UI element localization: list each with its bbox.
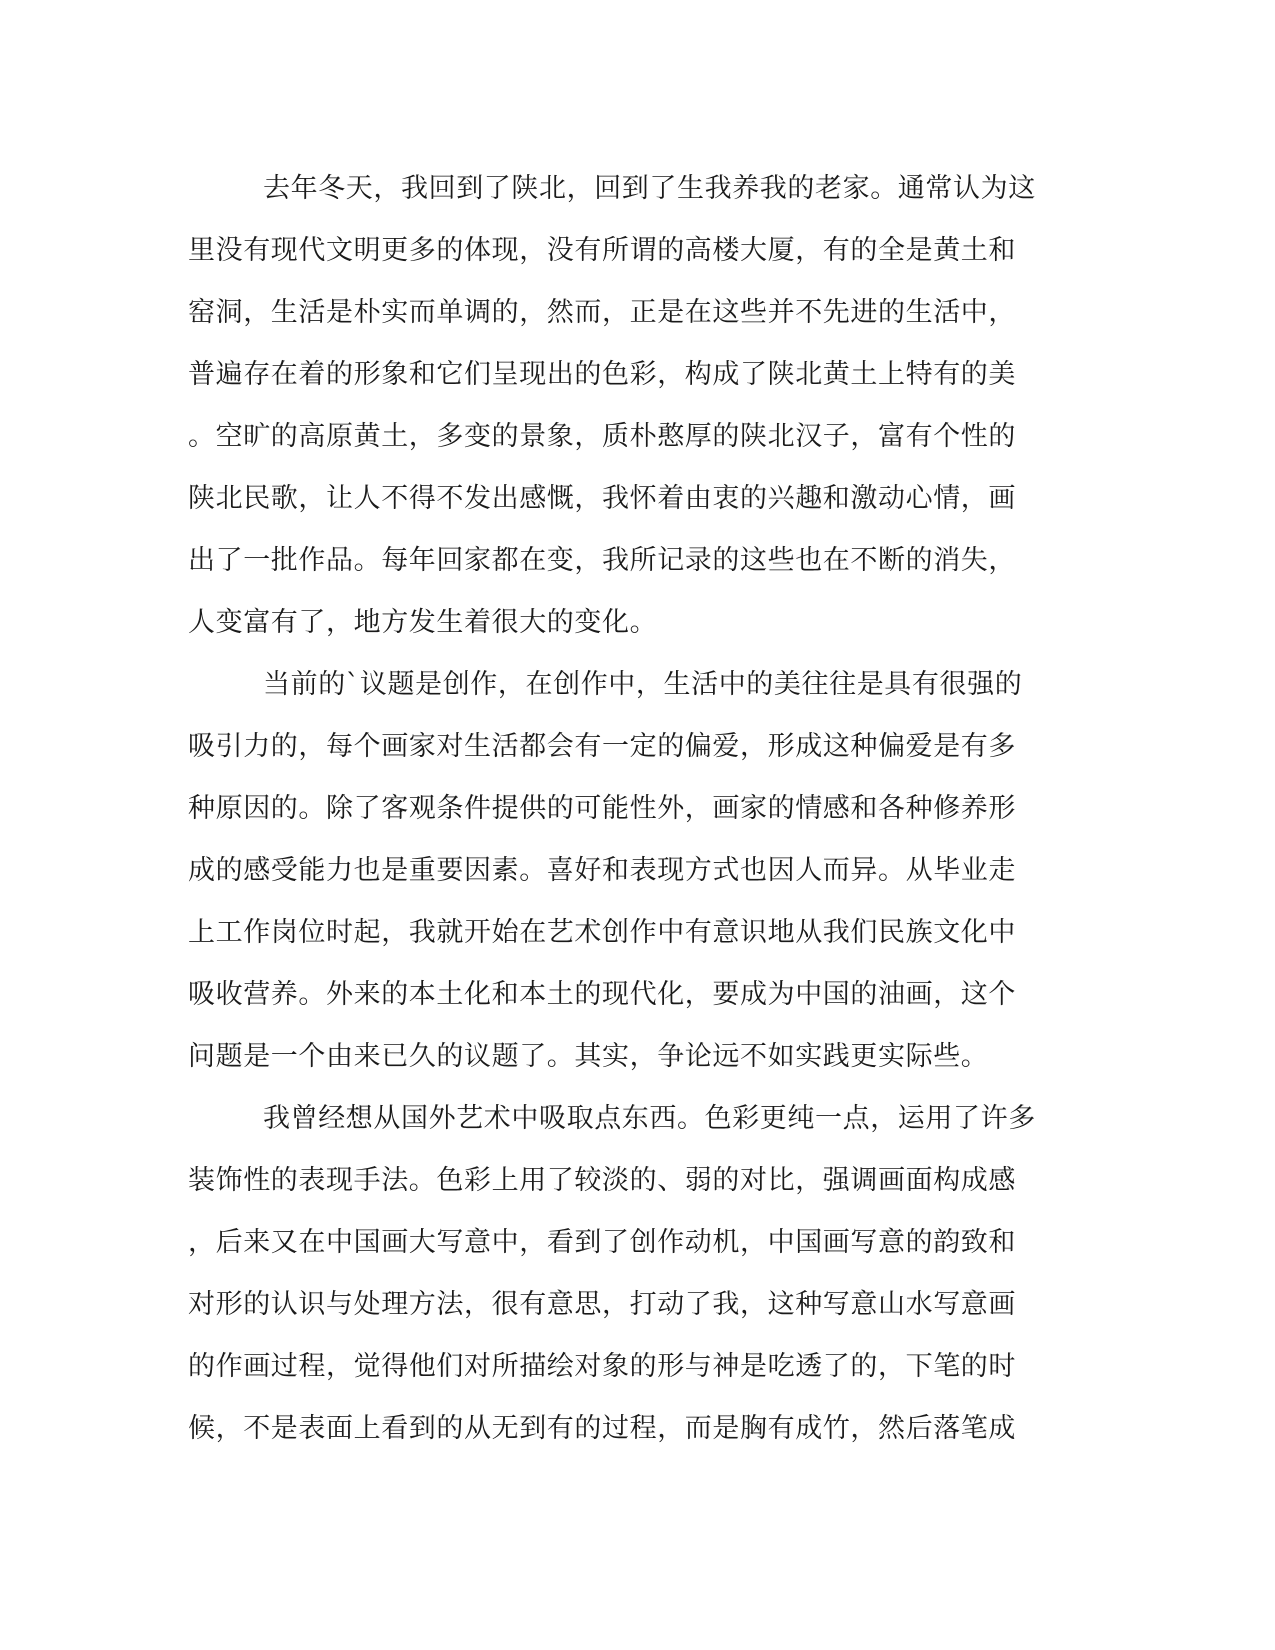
text-line: 出了一批作品。每年回家都在变，我所记录的这些也在不断的消失， xyxy=(188,545,1016,576)
text-line: ，后来又在中国画大写意中，看到了创作动机，中国画写意的韵致和 xyxy=(188,1227,1016,1258)
text-line: 当前的`议题是创作，在创作中，生活中的美往往是具有很强的 xyxy=(263,669,1023,700)
text-line: 的作画过程，觉得他们对所描绘对象的形与神是吃透了的，下笔的时 xyxy=(188,1351,1016,1382)
text-line: 对形的认识与处理方法，很有意思，打动了我，这种写意山水写意画 xyxy=(188,1289,1016,1320)
paragraph-1 xyxy=(188,158,1068,654)
text-line: 我曾经想从国外艺术中吸取点东西。色彩更纯一点，运用了许多 xyxy=(263,1103,1036,1134)
text-line: 去年冬天，我回到了陕北，回到了生我养我的老家。通常认为这 xyxy=(263,173,1036,204)
text-line: 问题是一个由来已久的议题了。其实，争论远不如实践更实际些。 xyxy=(188,1041,989,1072)
text-line: 候，不是表面上看到的从无到有的过程，而是胸有成竹，然后落笔成 xyxy=(188,1413,1016,1444)
text-line: 陕北民歌，让人不得不发出感慨，我怀着由衷的兴趣和激动心情，画 xyxy=(188,483,1016,514)
text-line: 普遍存在着的形象和它们呈现出的色彩，构成了陕北黄土上特有的美 xyxy=(188,359,1016,390)
text-line: 吸收营养。外来的本土化和本土的现代化，要成为中国的油画，这个 xyxy=(188,979,1016,1010)
text-line: 。空旷的高原黄土，多变的景象，质朴憨厚的陕北汉子，富有个性的 xyxy=(188,421,1016,452)
paragraph-2 xyxy=(188,654,1068,1088)
text-line: 成的感受能力也是重要因素。喜好和表现方式也因人而异。从毕业走 xyxy=(188,855,1016,886)
text-line: 吸引力的，每个画家对生活都会有一定的偏爱，形成这种偏爱是有多 xyxy=(188,731,1016,762)
text-line: 里没有现代文明更多的体现，没有所谓的高楼大厦，有的全是黄土和 xyxy=(188,235,1016,266)
text-line: 装饰性的表现手法。色彩上用了较淡的、弱的对比，强调画面构成感 xyxy=(188,1165,1016,1196)
paragraph-3 xyxy=(188,1088,1068,1460)
text-line: 人变富有了，地方发生着很大的变化。 xyxy=(188,607,658,638)
text-line: 窑洞，生活是朴实而单调的，然而，正是在这些并不先进的生活中， xyxy=(188,297,1016,328)
text-line: 上工作岗位时起，我就开始在艺术创作中有意识地从我们民族文化中 xyxy=(188,917,1016,948)
text-line: 种原因的。除了客观条件提供的可能性外，画家的情感和各种修养形 xyxy=(188,793,1016,824)
body-text xyxy=(188,158,1068,1460)
